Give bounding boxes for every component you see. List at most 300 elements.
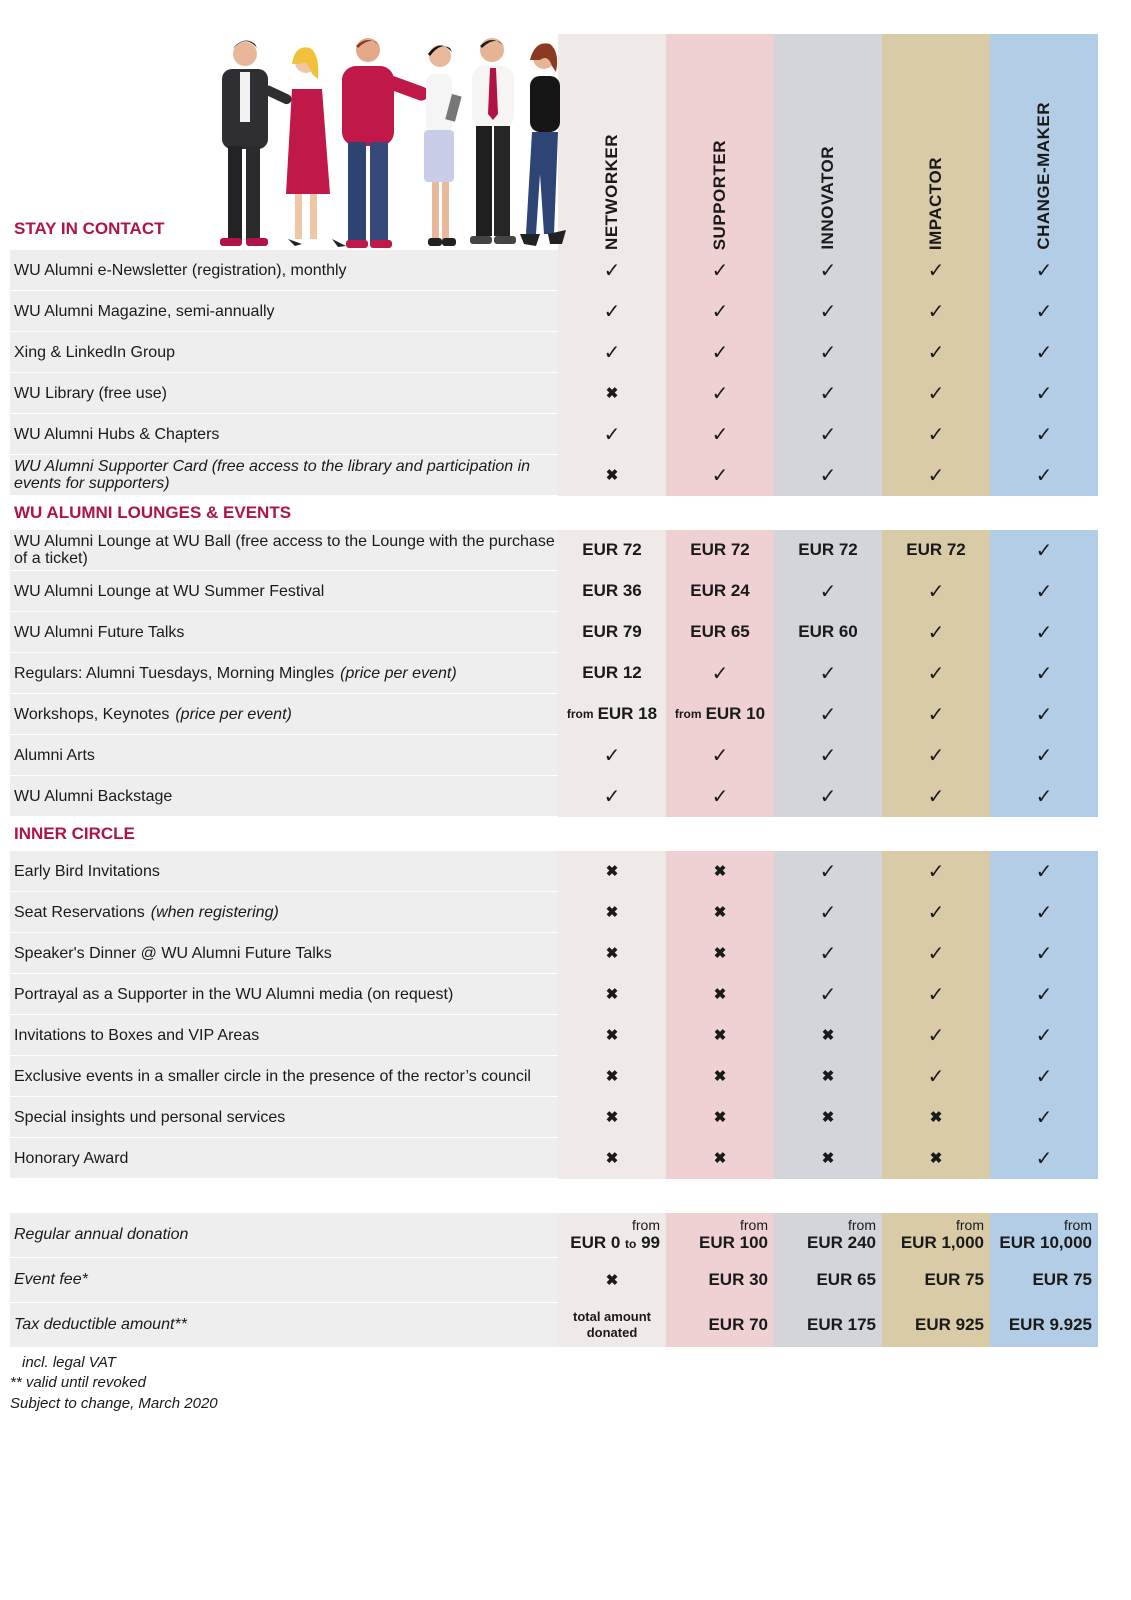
check-icon: ✓ xyxy=(603,300,621,323)
cell-impactor xyxy=(882,653,990,693)
cell-supporter xyxy=(666,612,774,652)
from-label: from xyxy=(566,707,594,721)
cell-networker xyxy=(558,250,666,290)
row-label xyxy=(14,776,556,816)
table-row xyxy=(10,1015,1100,1056)
row-label-text: Workshops, Keynotes xyxy=(14,705,170,723)
cell-innovator xyxy=(774,612,882,652)
cell-innovator xyxy=(774,1097,882,1137)
check-icon: ✓ xyxy=(819,580,837,603)
row-label xyxy=(14,373,556,413)
cell-supporter xyxy=(666,851,774,891)
row-label-text: WU Alumni Magazine, semi-annually xyxy=(14,302,275,320)
check-icon: ✓ xyxy=(927,423,945,446)
cell-supporter xyxy=(666,571,774,611)
cell-supporter xyxy=(666,1015,774,1055)
cell-impactor xyxy=(882,414,990,454)
cell-impactor xyxy=(882,1056,990,1096)
fee-cell-change-maker xyxy=(990,1213,1098,1257)
cross-icon: ✖ xyxy=(605,467,619,484)
fee-label: Tax deductible amount** xyxy=(14,1316,187,1333)
fee-cell-innovator xyxy=(774,1258,882,1302)
row-label-text: Xing & LinkedIn Group xyxy=(14,343,175,361)
fee-cell-networker xyxy=(558,1303,666,1347)
cell-impactor xyxy=(882,694,990,734)
cross-icon: ✖ xyxy=(605,1272,619,1289)
check-icon: ✓ xyxy=(819,341,837,364)
row-label-bg xyxy=(10,1258,558,1302)
cross-icon: ✖ xyxy=(929,1150,943,1167)
column-header-change-maker xyxy=(990,34,1098,250)
cell-innovator xyxy=(774,776,882,816)
cross-icon: ✖ xyxy=(713,1150,727,1167)
cell-change-maker xyxy=(990,851,1098,891)
check-icon: ✓ xyxy=(1035,1065,1053,1088)
cell-networker xyxy=(558,933,666,973)
row-label-text: WU Alumni Hubs & Chapters xyxy=(14,425,220,443)
table-row xyxy=(10,250,1100,291)
check-icon: ✓ xyxy=(1035,539,1053,562)
check-icon: ✓ xyxy=(1035,901,1053,924)
cell-impactor xyxy=(882,851,990,891)
cell-change-maker xyxy=(990,933,1098,973)
check-icon: ✓ xyxy=(711,300,729,323)
footnote-valid: ** valid until revoked xyxy=(10,1374,146,1391)
table-row xyxy=(10,974,1100,1015)
from-label: from xyxy=(674,707,702,721)
row-label xyxy=(14,571,556,611)
from-label: from xyxy=(956,1217,984,1233)
fee-label: Regular annual donation xyxy=(14,1226,189,1243)
table-row xyxy=(10,892,1100,933)
fee-cell-impactor xyxy=(882,1213,990,1257)
check-icon: ✓ xyxy=(927,580,945,603)
cell-innovator xyxy=(774,414,882,454)
row-label-text: WU Alumni Lounge at WU Summer Festival xyxy=(14,582,325,600)
row-label xyxy=(14,612,556,652)
fee-cell-networker xyxy=(558,1213,666,1257)
check-icon: ✓ xyxy=(1035,382,1053,405)
cell-change-maker xyxy=(990,974,1098,1014)
check-icon: ✓ xyxy=(1035,703,1053,726)
cell-innovator xyxy=(774,653,882,693)
check-icon: ✓ xyxy=(603,744,621,767)
cell-change-maker xyxy=(990,1138,1098,1178)
row-label-text: Exclusive events in a smaller circle in the presence of the rector’s council xyxy=(14,1067,531,1085)
price-value: EUR 18 xyxy=(597,704,658,723)
cell-networker xyxy=(558,332,666,372)
cell-networker xyxy=(558,571,666,611)
check-icon: ✓ xyxy=(1035,662,1053,685)
fee-label: Event fee* xyxy=(14,1271,88,1288)
cell-impactor xyxy=(882,1015,990,1055)
check-icon: ✓ xyxy=(927,621,945,644)
check-icon: ✓ xyxy=(711,744,729,767)
cell-networker xyxy=(558,974,666,1014)
price-value: EUR 72 xyxy=(906,540,966,559)
cross-icon: ✖ xyxy=(605,986,619,1003)
price-value: EUR 12 xyxy=(582,663,642,682)
cross-icon: ✖ xyxy=(605,1027,619,1044)
cell-impactor xyxy=(882,455,990,495)
check-icon: ✓ xyxy=(1035,1024,1053,1047)
row-label-text: Special insights und personal services xyxy=(14,1108,286,1126)
cell-innovator xyxy=(774,1015,882,1055)
cell-networker xyxy=(558,373,666,413)
cell-change-maker xyxy=(990,1097,1098,1137)
price-value: EUR 24 xyxy=(690,581,750,600)
cell-supporter xyxy=(666,933,774,973)
fee-cell-networker xyxy=(558,1258,666,1302)
check-icon: ✓ xyxy=(819,382,837,405)
cell-impactor xyxy=(882,776,990,816)
check-icon: ✓ xyxy=(819,662,837,685)
cross-icon: ✖ xyxy=(821,1150,835,1167)
cell-change-maker xyxy=(990,612,1098,652)
cell-impactor xyxy=(882,892,990,932)
row-label-note: (price per event) xyxy=(340,664,457,682)
cell-supporter xyxy=(666,653,774,693)
row-label xyxy=(14,653,556,693)
cross-icon: ✖ xyxy=(713,986,727,1003)
fee-row-event_fee xyxy=(10,1258,1100,1302)
row-label-text: WU Alumni Future Talks xyxy=(14,623,185,641)
cell-networker xyxy=(558,291,666,331)
check-icon: ✓ xyxy=(927,860,945,883)
cell-change-maker xyxy=(990,694,1098,734)
cell-supporter xyxy=(666,776,774,816)
check-icon: ✓ xyxy=(1035,785,1053,808)
row-label xyxy=(14,1097,556,1137)
check-icon: ✓ xyxy=(711,382,729,405)
cross-icon: ✖ xyxy=(605,1150,619,1167)
table-row xyxy=(10,1097,1100,1138)
check-icon: ✓ xyxy=(927,744,945,767)
table-row xyxy=(10,332,1100,373)
fee-cell-change-maker xyxy=(990,1258,1098,1302)
cell-impactor xyxy=(882,1138,990,1178)
cell-innovator xyxy=(774,851,882,891)
fee-cell-impactor xyxy=(882,1303,990,1347)
cell-impactor xyxy=(882,571,990,611)
row-label xyxy=(14,250,556,290)
column-header-label: INNOVATOR xyxy=(818,146,837,250)
section-title-stay-in-contact: STAY IN CONTACT xyxy=(14,219,165,238)
check-icon: ✓ xyxy=(1035,860,1053,883)
fee-value: EUR 75 xyxy=(1032,1270,1092,1289)
row-label xyxy=(14,694,556,734)
cell-networker xyxy=(558,455,666,495)
row-label xyxy=(14,933,556,973)
row-label-text: Regulars: Alumni Tuesdays, Morning Mingles xyxy=(14,664,335,682)
check-icon: ✓ xyxy=(1035,1106,1053,1129)
donation-value: EUR 100 xyxy=(699,1233,768,1252)
cell-innovator xyxy=(774,530,882,570)
cross-icon: ✖ xyxy=(605,1109,619,1126)
cell-innovator xyxy=(774,571,882,611)
cell-supporter xyxy=(666,1138,774,1178)
column-header-innovator xyxy=(774,34,882,250)
check-icon: ✓ xyxy=(819,785,837,808)
cell-change-maker xyxy=(990,373,1098,413)
row-label xyxy=(14,530,556,570)
tax-note-line2: donated xyxy=(586,1325,638,1340)
row-label-text: Invitations to Boxes and VIP Areas xyxy=(14,1026,260,1044)
check-icon: ✓ xyxy=(1035,423,1053,446)
table-row xyxy=(10,612,1100,653)
check-icon: ✓ xyxy=(711,785,729,808)
check-icon: ✓ xyxy=(1035,580,1053,603)
cell-change-maker xyxy=(990,735,1098,775)
section-title-1: WU ALUMNI LOUNGES & EVENTS xyxy=(14,503,292,522)
fee-cell-supporter xyxy=(666,1303,774,1347)
cross-icon: ✖ xyxy=(713,863,727,880)
cross-icon: ✖ xyxy=(605,1068,619,1085)
cell-change-maker xyxy=(990,455,1098,495)
fee-value: EUR 175 xyxy=(807,1315,876,1334)
price-value: EUR 72 xyxy=(582,540,642,559)
price-value: EUR 79 xyxy=(582,622,642,641)
cross-icon: ✖ xyxy=(713,904,727,921)
fee-value: EUR 70 xyxy=(708,1315,768,1334)
cross-icon: ✖ xyxy=(605,385,619,402)
table-row xyxy=(10,933,1100,974)
price-value: EUR 60 xyxy=(798,622,858,641)
cell-innovator xyxy=(774,974,882,1014)
row-label-text: WU Library (free use) xyxy=(14,384,167,402)
donation-value: EUR 10,000 xyxy=(999,1233,1092,1252)
from-label: from xyxy=(740,1217,768,1233)
price-value: EUR 10 xyxy=(705,704,766,723)
check-icon: ✓ xyxy=(927,703,945,726)
check-icon: ✓ xyxy=(927,464,945,487)
check-icon: ✓ xyxy=(711,423,729,446)
cell-supporter xyxy=(666,332,774,372)
cell-impactor xyxy=(882,933,990,973)
row-label-text: Alumni Arts xyxy=(14,746,95,764)
cell-change-maker xyxy=(990,250,1098,290)
check-icon: ✓ xyxy=(1035,464,1053,487)
check-icon: ✓ xyxy=(927,341,945,364)
check-icon: ✓ xyxy=(603,259,621,282)
fee-value: EUR 30 xyxy=(708,1270,768,1289)
from-label: from xyxy=(632,1217,660,1233)
row-label xyxy=(14,1056,556,1096)
cell-networker xyxy=(558,530,666,570)
table-row xyxy=(10,455,1100,496)
cell-supporter xyxy=(666,291,774,331)
fee-row-donation xyxy=(10,1213,1100,1257)
cell-innovator xyxy=(774,455,882,495)
check-icon: ✓ xyxy=(927,901,945,924)
check-icon: ✓ xyxy=(1035,744,1053,767)
cell-networker xyxy=(558,694,666,734)
total-amount-donated xyxy=(558,1303,666,1347)
price-value: EUR 65 xyxy=(690,622,750,641)
fee-cell-innovator xyxy=(774,1213,882,1257)
cell-supporter xyxy=(666,373,774,413)
cell-impactor xyxy=(882,1097,990,1137)
tax-note-line1: total amount xyxy=(573,1309,651,1324)
cell-impactor xyxy=(882,735,990,775)
fee-row-tax xyxy=(10,1303,1100,1347)
check-icon: ✓ xyxy=(1035,983,1053,1006)
check-icon: ✓ xyxy=(603,341,621,364)
fee-cell-supporter xyxy=(666,1213,774,1257)
donation-value: EUR 1,000 xyxy=(900,1233,984,1252)
cell-innovator xyxy=(774,1138,882,1178)
row-label xyxy=(14,851,556,891)
cell-networker xyxy=(558,851,666,891)
cell-impactor xyxy=(882,974,990,1014)
row-label-text: WU Alumni Supporter Card (free access to the library and participation in events for supporters) xyxy=(14,458,531,492)
cell-change-maker xyxy=(990,530,1098,570)
fee-value: EUR 9.925 xyxy=(1008,1315,1092,1334)
check-icon: ✓ xyxy=(1035,300,1053,323)
row-label-text: Speaker's Dinner @ WU Alumni Future Talks xyxy=(14,944,332,962)
check-icon: ✓ xyxy=(927,300,945,323)
cell-innovator xyxy=(774,694,882,734)
cell-innovator xyxy=(774,291,882,331)
row-label-text: WU Alumni Backstage xyxy=(14,787,173,805)
cell-impactor xyxy=(882,332,990,372)
donation-value: EUR 240 xyxy=(807,1233,876,1252)
table-row xyxy=(10,414,1100,455)
check-icon: ✓ xyxy=(927,259,945,282)
cell-networker xyxy=(558,1138,666,1178)
cell-change-maker xyxy=(990,653,1098,693)
cell-change-maker xyxy=(990,414,1098,454)
check-icon: ✓ xyxy=(927,1065,945,1088)
row-label-note: (when registering) xyxy=(150,903,279,921)
fee-cell-innovator xyxy=(774,1303,882,1347)
cell-supporter xyxy=(666,1097,774,1137)
cell-networker xyxy=(558,776,666,816)
row-label-note: (price per event) xyxy=(175,705,292,723)
check-icon: ✓ xyxy=(603,785,621,808)
table-row xyxy=(10,373,1100,414)
cell-networker xyxy=(558,414,666,454)
cross-icon: ✖ xyxy=(605,863,619,880)
check-icon: ✓ xyxy=(927,942,945,965)
column-header-impactor xyxy=(882,34,990,250)
cell-networker xyxy=(558,653,666,693)
cell-supporter xyxy=(666,735,774,775)
cell-innovator xyxy=(774,735,882,775)
check-icon: ✓ xyxy=(819,860,837,883)
check-icon: ✓ xyxy=(711,662,729,685)
cell-networker xyxy=(558,612,666,652)
row-label-text: Seat Reservations xyxy=(14,903,145,921)
cell-change-maker xyxy=(990,332,1098,372)
check-icon: ✓ xyxy=(927,1024,945,1047)
section-title-2: INNER CIRCLE xyxy=(14,824,135,843)
donation-value: EUR 0 to 99 xyxy=(570,1233,660,1252)
price-value: EUR 72 xyxy=(798,540,858,559)
row-label xyxy=(14,455,556,495)
row-label-text: Early Bird Invitations xyxy=(14,862,160,880)
cross-icon: ✖ xyxy=(713,945,727,962)
cell-supporter xyxy=(666,455,774,495)
cross-icon: ✖ xyxy=(605,904,619,921)
cell-networker xyxy=(558,892,666,932)
from-label: from xyxy=(848,1217,876,1233)
check-icon: ✓ xyxy=(711,464,729,487)
column-header-label: NETWORKER xyxy=(602,134,621,250)
cross-icon: ✖ xyxy=(929,1109,943,1126)
table-row xyxy=(10,694,1100,735)
cell-change-maker xyxy=(990,291,1098,331)
cell-change-maker xyxy=(990,571,1098,611)
fee-cell-impactor xyxy=(882,1258,990,1302)
price-value: EUR 36 xyxy=(582,581,642,600)
check-icon: ✓ xyxy=(927,662,945,685)
row-label xyxy=(14,291,556,331)
check-icon: ✓ xyxy=(819,942,837,965)
price-value: EUR 72 xyxy=(690,540,750,559)
cell-change-maker xyxy=(990,1056,1098,1096)
check-icon: ✓ xyxy=(819,423,837,446)
cross-icon: ✖ xyxy=(713,1068,727,1085)
check-icon: ✓ xyxy=(819,464,837,487)
table-row xyxy=(10,1056,1100,1097)
fee-value: EUR 65 xyxy=(816,1270,876,1289)
cell-networker xyxy=(558,735,666,775)
check-icon: ✓ xyxy=(711,341,729,364)
cross-icon: ✖ xyxy=(713,1027,727,1044)
from-label: from xyxy=(1064,1217,1092,1233)
cross-icon: ✖ xyxy=(713,1109,727,1126)
check-icon: ✓ xyxy=(927,785,945,808)
fee-value: EUR 925 xyxy=(915,1315,984,1334)
table-row xyxy=(10,653,1100,694)
alumni-people-illustration xyxy=(200,34,580,254)
cell-networker xyxy=(558,1097,666,1137)
cell-supporter xyxy=(666,694,774,734)
check-icon: ✓ xyxy=(1035,1147,1053,1170)
row-label xyxy=(14,414,556,454)
column-header-label: CHANGE-MAKER xyxy=(1034,102,1053,250)
cell-supporter xyxy=(666,974,774,1014)
column-header-networker xyxy=(558,34,666,250)
row-label-text: Honorary Award xyxy=(14,1149,129,1167)
cell-impactor xyxy=(882,612,990,652)
cell-networker xyxy=(558,1056,666,1096)
check-icon: ✓ xyxy=(1035,341,1053,364)
table-row xyxy=(10,291,1100,332)
cell-innovator xyxy=(774,250,882,290)
check-icon: ✓ xyxy=(819,901,837,924)
fee-cell-supporter xyxy=(666,1258,774,1302)
table-row xyxy=(10,851,1100,892)
cross-icon: ✖ xyxy=(605,945,619,962)
cell-innovator xyxy=(774,373,882,413)
table-row xyxy=(10,1138,1100,1179)
cell-innovator xyxy=(774,1056,882,1096)
row-label xyxy=(14,974,556,1014)
row-label-text: WU Alumni Lounge at WU Ball (free access to the Lounge with the purchase of a ticket) xyxy=(14,533,555,567)
check-icon: ✓ xyxy=(1035,942,1053,965)
table-row xyxy=(10,776,1100,817)
check-icon: ✓ xyxy=(927,983,945,1006)
check-icon: ✓ xyxy=(819,983,837,1006)
row-label xyxy=(14,892,556,932)
column-header-supporter xyxy=(666,34,774,250)
table-row xyxy=(10,735,1100,776)
cell-impactor xyxy=(882,250,990,290)
cross-icon: ✖ xyxy=(821,1027,835,1044)
cross-icon: ✖ xyxy=(821,1068,835,1085)
